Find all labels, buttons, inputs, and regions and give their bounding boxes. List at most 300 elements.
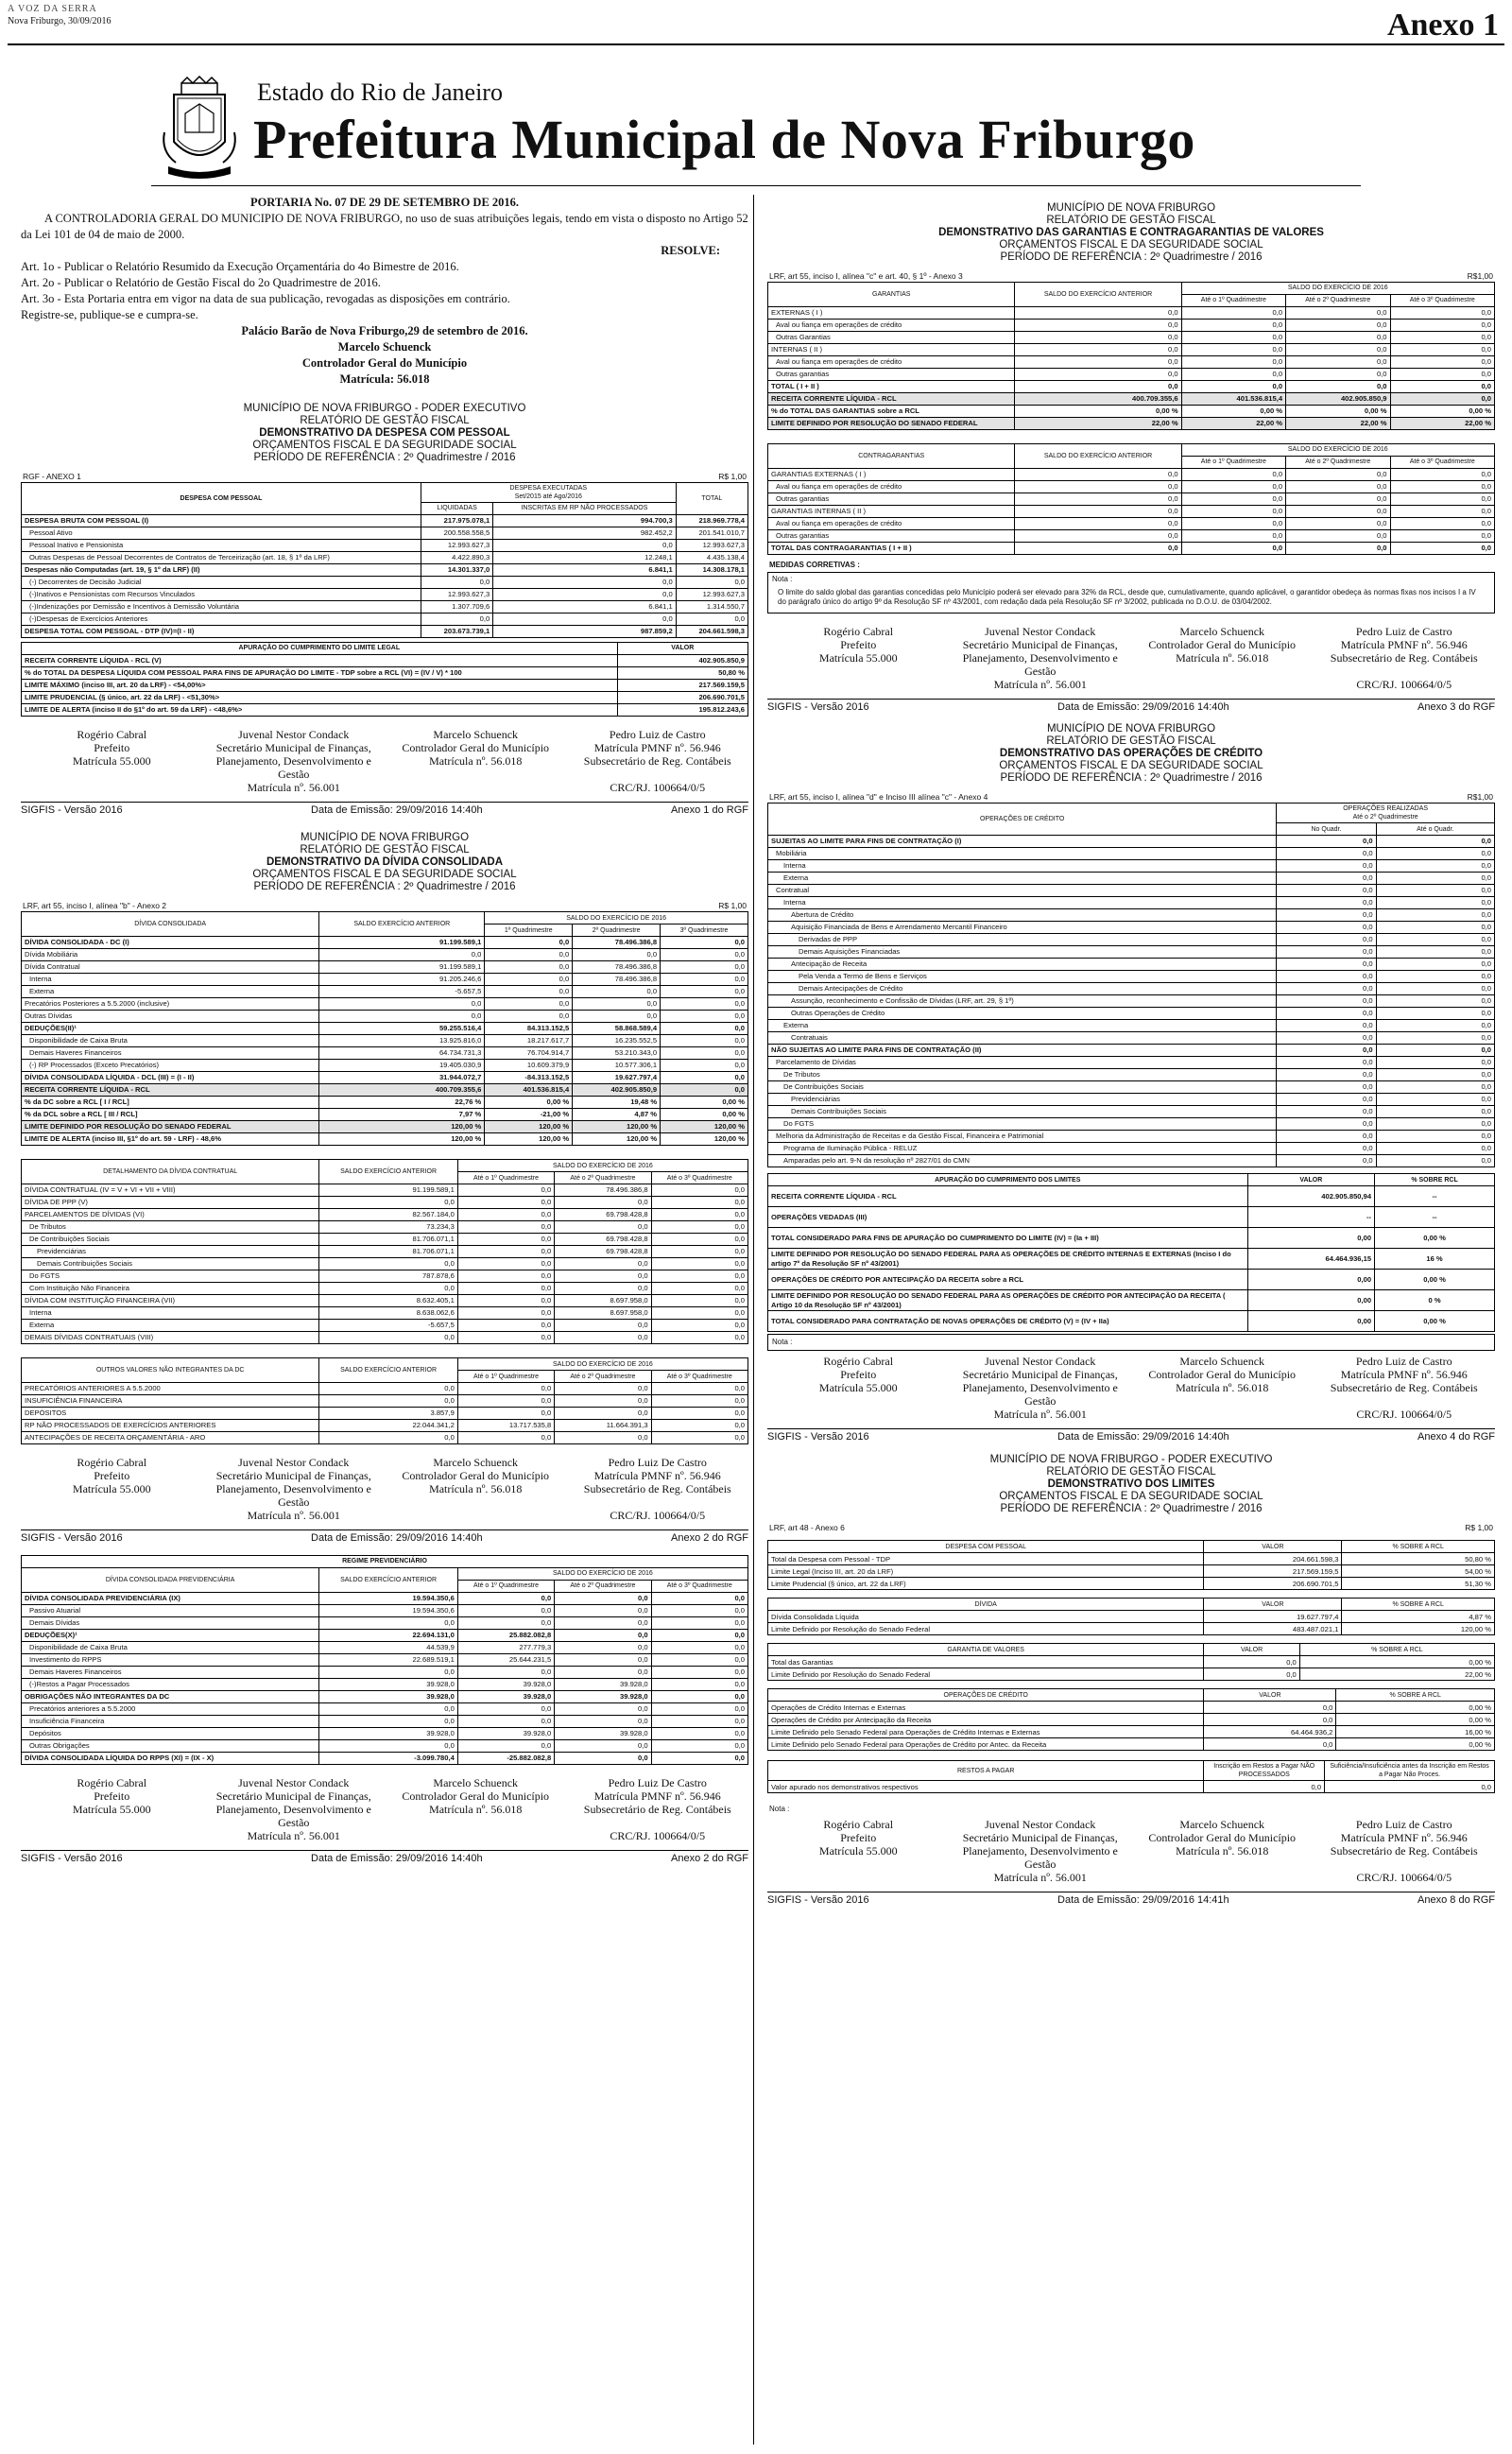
row-label: Amparadas pelo art. 9-N da resolução nº 2827/01 do CMN bbox=[768, 1155, 1277, 1167]
footer-version: SIGFIS - Versão 2016 bbox=[21, 1852, 123, 1864]
row-value: 3.857,9 bbox=[319, 1408, 458, 1420]
row-value: 0,00 bbox=[1247, 1270, 1375, 1290]
row-value: 0,0 bbox=[651, 1702, 747, 1715]
row-label: LIMITE MÁXIMO (inciso III, art. 20 da LRF) - <54,00%> bbox=[22, 679, 618, 691]
portaria bbox=[21, 195, 748, 388]
row-label: Total das Garantias bbox=[768, 1656, 1204, 1668]
row-value: 0,0 bbox=[1181, 517, 1285, 529]
row-value: 0,0 bbox=[457, 1197, 554, 1209]
row-value: 0,0 bbox=[1286, 505, 1390, 517]
footer-date: Data de Emissão: 29/09/2016 14:40h bbox=[311, 804, 483, 816]
row-value: 0,0 bbox=[1376, 1008, 1494, 1020]
report-entity: MUNICÍPIO DE NOVA FRIBURGO bbox=[1046, 723, 1216, 735]
row-value: 78.496.386,8 bbox=[573, 937, 661, 949]
row-value: 81.706.071,1 bbox=[319, 1246, 458, 1258]
signature-line: Juvenal Nestor Condack bbox=[985, 1355, 1096, 1368]
col-header: VALOR bbox=[1204, 1599, 1342, 1611]
row-label: Mobiliária bbox=[768, 848, 1277, 860]
report-title: DEMONSTRATIVO DOS LIMITES bbox=[1047, 1478, 1215, 1490]
row-value: 0,0 bbox=[319, 949, 485, 961]
footer-date: Data de Emissão: 29/09/2016 14:40h bbox=[311, 1852, 483, 1864]
table-row bbox=[22, 1715, 748, 1727]
row-value: 0,0 bbox=[1286, 331, 1390, 343]
col-header: GARANTIAS bbox=[768, 282, 1015, 306]
row-value: 400.709.355,6 bbox=[1015, 392, 1181, 405]
row-value: 0,0 bbox=[661, 1035, 748, 1047]
row-value: 0,0 bbox=[1181, 480, 1285, 493]
row-label: Pessoal Ativo bbox=[22, 527, 421, 539]
signature bbox=[950, 625, 1132, 678]
row-label: Demais Aquisições Financiadas bbox=[768, 946, 1277, 959]
row-value: 0,0 bbox=[319, 1432, 458, 1444]
row-value: 0,0 bbox=[676, 613, 747, 625]
row-value: 0,0 bbox=[651, 1641, 747, 1653]
col-header: Até o 3º Quadrimestre bbox=[651, 1580, 747, 1592]
row-label: GARANTIAS EXTERNAS ( I ) bbox=[768, 468, 1015, 480]
table-row bbox=[22, 1246, 748, 1258]
row-value: 0,0 bbox=[1277, 836, 1376, 848]
table-row bbox=[768, 1270, 1495, 1290]
row-label: RECEITA CORRENTE LÍQUIDA - RCL (V) bbox=[22, 654, 618, 666]
row-value: 217.569.159,5 bbox=[1204, 1565, 1342, 1578]
signature-line bbox=[21, 781, 203, 794]
row-label: % da DCL sobre a RCL [ III / RCL] bbox=[22, 1109, 319, 1121]
row-value: 16.235.552,5 bbox=[573, 1035, 661, 1047]
table-row bbox=[22, 539, 748, 551]
row-value: 0,0 bbox=[555, 1270, 651, 1283]
row-label: TOTAL ( I + II ) bbox=[768, 380, 1015, 392]
signature-line: CRC/RJ. 100664/0/5 bbox=[610, 1509, 706, 1522]
row-value: 0,0 bbox=[319, 1197, 458, 1209]
row-value: 0,0 bbox=[1390, 493, 1494, 505]
row-value: 11.664.391,3 bbox=[555, 1420, 651, 1432]
table-row bbox=[768, 897, 1495, 909]
row-value: 0,0 bbox=[1277, 983, 1376, 995]
footer-date: Data de Emissão: 29/09/2016 14:40h bbox=[311, 1532, 483, 1544]
table-row bbox=[768, 1118, 1495, 1131]
col-header: 3º Quadrimestre bbox=[661, 925, 748, 937]
row-value: 19.594.350,6 bbox=[319, 1592, 458, 1604]
signature-line: Planejamento, Desenvolvimento e Gestão bbox=[215, 1802, 371, 1829]
table-row bbox=[22, 1221, 748, 1234]
row-value: 14.301.337,0 bbox=[421, 563, 492, 576]
row-value: 0,0 bbox=[661, 1023, 748, 1035]
signature-line: Matrícula PMNF nº. 56.946 bbox=[593, 1469, 721, 1482]
signature-line: Marcelo Schuenck bbox=[1179, 624, 1265, 638]
row-value: 0,0 bbox=[1277, 885, 1376, 897]
table-row bbox=[768, 1311, 1495, 1332]
row-value: 22,00 % bbox=[1015, 417, 1181, 429]
report-unit: R$ 1,00 bbox=[718, 901, 747, 911]
row-value: 19.594.350,6 bbox=[319, 1604, 458, 1616]
table-row bbox=[768, 934, 1495, 946]
row-value: -25.882.082,8 bbox=[457, 1752, 554, 1764]
row-value: 401.536.815,4 bbox=[1181, 392, 1285, 405]
row-value: 0,0 bbox=[457, 1295, 554, 1307]
col-header: Inscrição em Restos a Pagar NÃO PROCESSADOS bbox=[1204, 1761, 1325, 1781]
table-row bbox=[22, 1184, 748, 1197]
column-divider bbox=[753, 195, 754, 2445]
table-row bbox=[22, 974, 748, 986]
table-row bbox=[22, 1629, 748, 1641]
row-label: LIMITE DE ALERTA (inciso II do §1º do art. 59 da LRF) - <48,6%> bbox=[22, 703, 618, 716]
table-row bbox=[768, 1714, 1495, 1726]
signature-line: Subsecretário de Reg. Contábeis bbox=[1330, 1844, 1478, 1858]
row-value: 401.536.815,4 bbox=[485, 1084, 573, 1097]
signature bbox=[203, 1456, 386, 1509]
row-value: 4,87 % bbox=[573, 1109, 661, 1121]
row-label: DÍVIDA CONSOLIDADA - DC (I) bbox=[22, 937, 319, 949]
row-value: 0,0 bbox=[555, 1616, 651, 1629]
row-value: 0,0 bbox=[555, 1629, 651, 1641]
signature-line: Matrícula 55.000 bbox=[818, 650, 898, 665]
row-label: Aval ou fiança em operações de crédito bbox=[768, 319, 1015, 331]
report-footer bbox=[767, 1428, 1495, 1444]
signature-line: Marcelo Schuenck bbox=[1179, 1818, 1265, 1832]
outros-valores-table bbox=[21, 1357, 748, 1444]
table-row bbox=[768, 368, 1495, 380]
row-value: 0,0 bbox=[1277, 1094, 1376, 1106]
signature-line: Pedro Luiz de Castro bbox=[1355, 1818, 1452, 1832]
row-value: 0,0 bbox=[1286, 542, 1390, 554]
col-header: SALDO DO EXERCÍCIO DE 2016 bbox=[457, 1567, 747, 1580]
table-row bbox=[768, 1143, 1495, 1155]
signature bbox=[21, 1776, 203, 1829]
row-value: 0,0 bbox=[457, 1246, 554, 1258]
table-row bbox=[22, 961, 748, 974]
row-value: 0,0 bbox=[651, 1320, 747, 1332]
report-period: PERÍODO DE REFERÊNCIA : 2º Quadrimestre / 2016 bbox=[1000, 1502, 1263, 1514]
row-value: 0,00 % bbox=[1286, 405, 1390, 417]
row-value: 0,0 bbox=[457, 1320, 554, 1332]
table-row bbox=[22, 563, 748, 576]
row-value: 0,0 bbox=[661, 998, 748, 1011]
signature-line: Marcelo Schuenck bbox=[433, 1456, 519, 1469]
row-value: 0,0 bbox=[651, 1184, 747, 1197]
row-value: 0,0 bbox=[1325, 1781, 1495, 1793]
col-header: DETALHAMENTO DA DÍVIDA CONTRATUAL bbox=[22, 1160, 319, 1184]
row-value: 0,0 bbox=[1015, 306, 1181, 319]
signature-line: Matrícula nº. 56.001 bbox=[247, 780, 340, 794]
nota-label: Nota : bbox=[767, 1334, 1495, 1351]
table-row bbox=[22, 1072, 748, 1084]
signature-line: Rogério Cabral bbox=[77, 1775, 147, 1789]
row-value: 0,0 bbox=[1376, 971, 1494, 983]
row-value: 39.928,0 bbox=[555, 1727, 651, 1739]
row-value: 0,0 bbox=[319, 1739, 458, 1752]
row-value: 78.496.386,8 bbox=[573, 961, 661, 974]
row-value: 0,0 bbox=[1286, 517, 1390, 529]
row-label: PRECATÓRIOS ANTERIORES A 5.5.2000 bbox=[22, 1383, 319, 1395]
col-header: Até o 3º Quadrimestre bbox=[651, 1371, 747, 1383]
table-row bbox=[768, 1186, 1495, 1207]
row-value: 0,0 bbox=[1204, 1656, 1299, 1668]
table-row bbox=[22, 1283, 748, 1295]
row-label: Demais Haveres Financeiros bbox=[22, 1666, 319, 1678]
col-header: CONTRAGARANTIAS bbox=[768, 443, 1015, 468]
report-footer bbox=[767, 699, 1495, 715]
table-row bbox=[22, 1739, 748, 1752]
row-value: 0,0 bbox=[1277, 1045, 1376, 1057]
footer-annex: Anexo 8 do RGF bbox=[1418, 1894, 1495, 1907]
row-label: Previdenciárias bbox=[22, 1246, 319, 1258]
row-value: 0,0 bbox=[1277, 1118, 1376, 1131]
row-label: DESPESA BRUTA COM PESSOAL (I) bbox=[22, 514, 421, 527]
row-label: Aquisição Financiada de Bens e Arrendamento Mercantil Financeiro bbox=[768, 922, 1277, 934]
row-value: 0,0 bbox=[1181, 493, 1285, 505]
row-value: 0,0 bbox=[1286, 493, 1390, 505]
row-value: 1.307.709,6 bbox=[421, 600, 492, 613]
row-value: -84.313.152,5 bbox=[485, 1072, 573, 1084]
row-value: 0,0 bbox=[555, 1702, 651, 1715]
col-header: SALDO EXERCÍCIO ANTERIOR bbox=[319, 912, 485, 937]
report-period: PERÍODO DE REFERÊNCIA : 2º Quadrimestre / 2016 bbox=[253, 881, 516, 893]
row-value: 0,0 bbox=[457, 1383, 554, 1395]
row-value: 0,0 bbox=[1376, 959, 1494, 971]
row-value: 0,0 bbox=[1376, 1143, 1494, 1155]
row-value: 204.661.598,3 bbox=[676, 625, 747, 637]
signature bbox=[767, 1818, 950, 1871]
col-header: Até o 1º Quadrimestre bbox=[457, 1172, 554, 1184]
row-value: 0,0 bbox=[555, 1221, 651, 1234]
row-label: Limite Definido por Resolução do Senado Federal bbox=[768, 1623, 1204, 1635]
row-label: Programa de Iluminação Pública - RELUZ bbox=[768, 1143, 1277, 1155]
row-label: Antecipação de Receita bbox=[768, 959, 1277, 971]
row-label: LIMITE PRUDENCIAL (§ único, art. 22 da LRF) - <51,30%> bbox=[22, 691, 618, 703]
row-value: 0,0 bbox=[651, 1739, 747, 1752]
row-label: Dívida Contratual bbox=[22, 961, 319, 974]
row-value: 206.690.701,5 bbox=[617, 691, 747, 703]
signature-extra-row bbox=[767, 1871, 1495, 1884]
row-label: Outras garantias bbox=[768, 368, 1015, 380]
row-value: 402.905.850,94 bbox=[1247, 1186, 1375, 1207]
signature bbox=[385, 1456, 567, 1509]
restos-a-pagar-table bbox=[767, 1760, 1495, 1793]
row-value: 22,76 % bbox=[319, 1097, 485, 1109]
row-value: 0,0 bbox=[651, 1307, 747, 1320]
row-value: 1.314.550,7 bbox=[676, 600, 747, 613]
signature-line: Matrícula nº. 56.018 bbox=[429, 1482, 523, 1495]
header-rule bbox=[8, 43, 1504, 45]
row-value: 0,0 bbox=[457, 1408, 554, 1420]
signature-line bbox=[385, 781, 567, 794]
row-label: OPERAÇÕES DE CRÉDITO POR ANTECIPAÇÃO DA RECEITA sobre a RCL bbox=[768, 1270, 1248, 1290]
col-header: Até o 1º Quadrimestre bbox=[1181, 294, 1285, 306]
row-value: 0,0 bbox=[1277, 1020, 1376, 1032]
row-value: 0,0 bbox=[1277, 946, 1376, 959]
row-value: 7,97 % bbox=[319, 1109, 485, 1121]
table-row bbox=[768, 860, 1495, 873]
row-value: 0,0 bbox=[1181, 529, 1285, 542]
row-label: Demais Haveres Financeiros bbox=[22, 1047, 319, 1060]
table-row bbox=[768, 959, 1495, 971]
row-label: Contratual bbox=[768, 885, 1277, 897]
col-header: Até o 2º Quadrimestre bbox=[1286, 294, 1390, 306]
row-value: 0,0 bbox=[1277, 971, 1376, 983]
row-value: 0,0 bbox=[1390, 368, 1494, 380]
footer-annex: Anexo 3 do RGF bbox=[1418, 700, 1495, 713]
row-value: 0,0 bbox=[555, 1666, 651, 1678]
row-value: 0,0 bbox=[661, 937, 748, 949]
col-header: Até o 3º Quadrimestre bbox=[1390, 456, 1494, 468]
table-row bbox=[22, 1702, 748, 1715]
table-row bbox=[768, 493, 1495, 505]
table-row bbox=[768, 1578, 1495, 1590]
row-label: Depósitos bbox=[22, 1727, 319, 1739]
portaria-art3: Art. 3o - Esta Portaria entra em vigor na data de sua publicação, revogadas as disposições em contrário. bbox=[21, 292, 510, 305]
table-row bbox=[22, 1047, 748, 1060]
col-header: LIQUIDADAS bbox=[421, 502, 492, 514]
row-value: 0,0 bbox=[1376, 983, 1494, 995]
row-value: 217.975.078,1 bbox=[421, 514, 492, 527]
signature-line: Controlador Geral do Município bbox=[1148, 1831, 1297, 1845]
signature-line: Rogério Cabral bbox=[77, 727, 147, 741]
col-header: Até o 2º Quadrimestre bbox=[555, 1371, 651, 1383]
row-value: 8.632.405,1 bbox=[319, 1295, 458, 1307]
newspaper-header bbox=[0, 0, 1512, 57]
row-value: 0,0 bbox=[485, 937, 573, 949]
row-value: 0,0 bbox=[1286, 480, 1390, 493]
signature-line bbox=[21, 1509, 203, 1522]
row-label: DEDUÇÕES(X)¹ bbox=[22, 1629, 319, 1641]
row-label: Abertura de Crédito bbox=[768, 909, 1277, 922]
row-value: 0,0 bbox=[1277, 934, 1376, 946]
col-header: INSCRITAS EM RP NÃO PROCESSADOS bbox=[493, 502, 676, 514]
signature-extra-row bbox=[21, 1829, 748, 1842]
row-value: 0,0 bbox=[1015, 331, 1181, 343]
table-row bbox=[768, 1207, 1495, 1228]
signature-extra-row bbox=[21, 781, 748, 794]
row-label: NÃO SUJEITAS AO LIMITE PARA FINS DE CONTRATAÇÃO (II) bbox=[768, 1045, 1277, 1057]
row-value: 53.210.343,0 bbox=[573, 1047, 661, 1060]
signature-line: CRC/RJ. 100664/0/5 bbox=[1356, 677, 1452, 691]
col-header: DESPESA COM PESSOAL bbox=[768, 1541, 1204, 1553]
row-value: 0,0 bbox=[1015, 517, 1181, 529]
table-row bbox=[22, 1666, 748, 1678]
row-value: 0,0 bbox=[555, 1653, 651, 1666]
table-row bbox=[768, 909, 1495, 922]
row-value: 91.199.589,1 bbox=[319, 937, 485, 949]
table-row bbox=[768, 1623, 1495, 1635]
signature-line: CRC/RJ. 100664/0/5 bbox=[610, 1828, 706, 1842]
signature-line bbox=[1131, 1408, 1314, 1421]
portaria-signer-role: Controlador Geral do Município bbox=[301, 356, 468, 370]
row-label: PARCELAMENTOS DE DÍVIDAS (VI) bbox=[22, 1209, 319, 1221]
table-row bbox=[22, 1420, 748, 1432]
row-value: 39.928,0 bbox=[555, 1690, 651, 1702]
row-label: DEMAIS DÍVIDAS CONTRATUAIS (VIII) bbox=[22, 1332, 319, 1344]
row-value: 0,00 % bbox=[1375, 1228, 1495, 1249]
row-value: 0,0 bbox=[1390, 505, 1494, 517]
row-value: 0,0 bbox=[1286, 306, 1390, 319]
col-header: 2º Quadrimestre bbox=[573, 925, 661, 937]
row-value: 0,0 bbox=[319, 1666, 458, 1678]
row-value: 0,0 bbox=[555, 1258, 651, 1270]
row-value: 50,80 % bbox=[617, 666, 747, 679]
row-label: Contratuais bbox=[768, 1032, 1277, 1045]
table-row bbox=[22, 654, 748, 666]
row-value: 0,0 bbox=[493, 588, 676, 600]
table-row bbox=[768, 417, 1495, 429]
row-label: Interna bbox=[768, 860, 1277, 873]
report-footer bbox=[767, 1892, 1495, 1908]
signature bbox=[767, 1355, 950, 1408]
table-row bbox=[22, 986, 748, 998]
col-header: % SOBRE A RCL bbox=[1342, 1541, 1495, 1553]
row-label: % do TOTAL DA DESPESA LÍQUIDA COM PESSOAL PARA FINS DE APURAÇÃO DO LIMITE - TDP sobre a RCL (VI) = (IV / V) * 100 bbox=[22, 666, 618, 679]
row-value: 0,0 bbox=[1277, 1008, 1376, 1020]
row-value: 120,00 % bbox=[319, 1121, 485, 1133]
signature bbox=[567, 1456, 749, 1509]
col-header: Até o 2º Quadrimestre bbox=[555, 1172, 651, 1184]
despesa-pessoal-table bbox=[21, 482, 748, 638]
row-label: Assunção, reconhecimento e Confissão de Dívidas (LRF, art. 29, § 1º) bbox=[768, 995, 1277, 1008]
row-value: 0,0 bbox=[485, 961, 573, 974]
row-value: 0,0 bbox=[651, 1197, 747, 1209]
row-value: 0,0 bbox=[1277, 922, 1376, 934]
row-label: LIMITE DE ALERTA (inciso III, §1º do art. 59 - LRF) - 48,6% bbox=[22, 1133, 319, 1146]
row-value: 0,0 bbox=[651, 1295, 747, 1307]
signature-line: Subsecretário de Reg. Contábeis bbox=[1330, 1381, 1478, 1394]
row-value: 91.199.589,1 bbox=[319, 1184, 458, 1197]
col-header: Até o 1º Quadrimestre bbox=[457, 1371, 554, 1383]
col-header: SALDO DO EXERCÍCIO DE 2016 bbox=[457, 1160, 747, 1172]
row-value: 10.577.306,1 bbox=[573, 1060, 661, 1072]
row-value: 120,00 % bbox=[573, 1133, 661, 1146]
col-header: Até o 3º Quadrimestre bbox=[651, 1172, 747, 1184]
row-value: 0,0 bbox=[1277, 909, 1376, 922]
row-value: 14.308.178,1 bbox=[676, 563, 747, 576]
signature-extra-row bbox=[767, 1408, 1495, 1421]
table-row bbox=[768, 1553, 1495, 1565]
row-label: DEPÓSITOS bbox=[22, 1408, 319, 1420]
report-legal-ref: LRF, art 55, inciso I, alínea "d" e Inciso III alínea "c" - Anexo 4 bbox=[769, 792, 988, 803]
report-heading bbox=[767, 1454, 1495, 1515]
footer-version: SIGFIS - Versão 2016 bbox=[767, 700, 869, 713]
row-value: 120,00 % bbox=[1342, 1623, 1495, 1635]
signature-extra-row bbox=[767, 678, 1495, 691]
signature-line: Planejamento, Desenvolvimento e Gestão bbox=[962, 650, 1118, 678]
row-label: Demais Contribuições Sociais bbox=[22, 1258, 319, 1270]
signature-line: Matrícula 55.000 bbox=[72, 753, 151, 768]
row-value: 0,0 bbox=[651, 1616, 747, 1629]
row-value: 0,0 bbox=[651, 1727, 747, 1739]
table-row bbox=[22, 514, 748, 527]
table-row bbox=[768, 392, 1495, 405]
row-value: 0,0 bbox=[1376, 1045, 1494, 1057]
signature-line: Matrícula nº. 56.001 bbox=[247, 1828, 340, 1842]
row-label: Com Instituição Não Financeira bbox=[22, 1283, 319, 1295]
row-label: Limite Definido por Resolução do Senado Federal bbox=[768, 1668, 1204, 1681]
col-header: DESPESA COM PESSOAL bbox=[22, 482, 421, 514]
report-scope: ORÇAMENTOS FISCAL E DA SEGURIDADE SOCIAL bbox=[252, 440, 517, 451]
signature-line bbox=[21, 1829, 203, 1842]
row-value: 58.868.589,4 bbox=[573, 1023, 661, 1035]
row-label: DEDUÇÕES(II)¹ bbox=[22, 1023, 319, 1035]
row-value: 0,00 % bbox=[485, 1097, 573, 1109]
col-header: SALDO DO EXERCÍCIO DE 2016 bbox=[485, 912, 748, 925]
col-header: SALDO EXERCÍCIO ANTERIOR bbox=[319, 1358, 458, 1383]
limites-blocks bbox=[767, 1540, 1495, 1751]
row-value: 4.435.138,4 bbox=[676, 551, 747, 563]
row-label: De Tributos bbox=[768, 1069, 1277, 1081]
signature-line: Matrícula nº. 56.018 bbox=[429, 753, 523, 768]
signature-line: Planejamento, Desenvolvimento e Gestão bbox=[215, 753, 371, 781]
garantias-table bbox=[767, 282, 1495, 430]
report-scope: ORÇAMENTOS FISCAL E DA SEGURIDADE SOCIAL bbox=[252, 869, 517, 881]
signature bbox=[1314, 1818, 1496, 1871]
report-meta bbox=[767, 1523, 1495, 1533]
